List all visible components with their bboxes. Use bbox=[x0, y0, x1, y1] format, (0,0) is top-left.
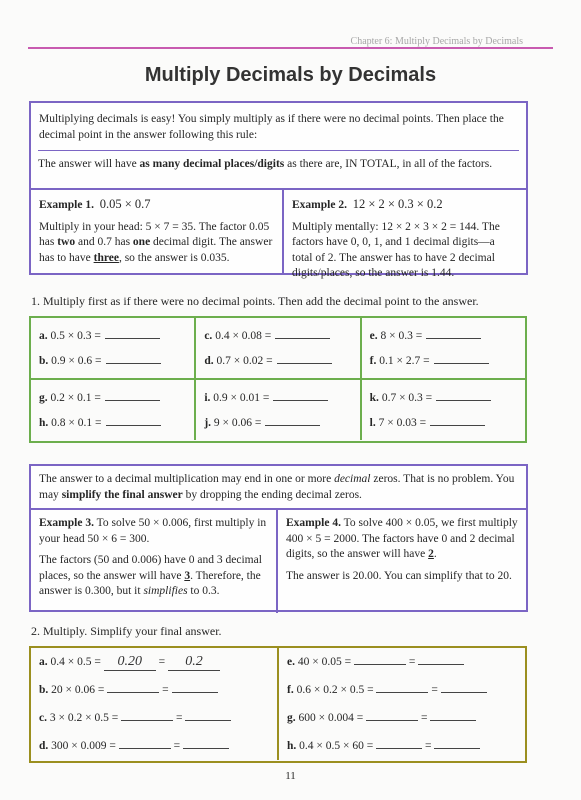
decimal-zeros-box bbox=[29, 464, 528, 612]
answer-blank[interactable] bbox=[434, 349, 489, 364]
problem-1b: b. 0.9 × 0.6 = bbox=[39, 349, 186, 374]
example-4: Example 4. To solve 400 × 0.05, we first multiply 400 × 5 = 2000. The factors have 0 and 2 decimal digits, so the answer will have 2. The answer is 20.00. You can simplify that to 20. bbox=[286, 517, 518, 582]
answer-blank[interactable] bbox=[105, 386, 160, 401]
handwritten-answer[interactable]: 0.20 bbox=[104, 654, 156, 671]
answer-blank[interactable] bbox=[106, 349, 161, 364]
answer-blank[interactable] bbox=[265, 411, 320, 426]
answer-blank[interactable] bbox=[119, 734, 171, 749]
problem-2e: e. 40 × 0.05 = = bbox=[277, 648, 525, 676]
problem-1e: e. 8 × 0.3 = bbox=[370, 324, 517, 349]
example-3: Example 3. To solve 50 × 0.006, first multiply in your head 50 × 6 = 300. The factors (50 and 0.006) have 0 and 3 decimal places, so the answer will have 3. Therefore, the answer is 0.300, but it simplifies to 0.3. bbox=[31, 510, 278, 613]
answer-blank[interactable] bbox=[441, 678, 487, 693]
answer-blank[interactable] bbox=[183, 734, 229, 749]
chapter-header: Chapter 6: Multiply Decimals by Decimals bbox=[350, 36, 523, 47]
problem-2b: b. 20 × 0.06 = = bbox=[31, 676, 277, 704]
answer-blank[interactable] bbox=[105, 324, 160, 339]
problem-1f: f. 0.1 × 2.7 = bbox=[370, 349, 517, 374]
answer-blank[interactable] bbox=[376, 678, 428, 693]
problem-2d: d. 300 × 0.009 = = bbox=[31, 732, 277, 760]
problem-2a: a. 0.4 × 0.5 = 0.20 = 0.2 bbox=[31, 648, 277, 676]
question-1-grid bbox=[29, 316, 527, 443]
rule-intro: Multiplying decimals is easy! You simply multiply as if there were no decimal points. Then place the decimal point in the answer following this rule: bbox=[39, 113, 504, 141]
answer-blank[interactable] bbox=[354, 650, 406, 665]
page-title: Multiply Decimals by Decimals bbox=[144, 64, 437, 86]
problem-1k: k. 0.7 × 0.3 = bbox=[370, 386, 517, 411]
page-number: 11 bbox=[285, 770, 296, 782]
handwritten-answer[interactable]: 0.2 bbox=[168, 654, 220, 671]
answer-blank[interactable] bbox=[106, 411, 161, 426]
problem-2h: h. 0.4 × 0.5 × 60 = = bbox=[277, 732, 525, 760]
answer-blank[interactable] bbox=[121, 706, 173, 721]
decimal-zeros-note: The answer to a decimal multiplication may end in one or more decimal zeros. That is no problem. You may simplify the final answer by dropping the ending decimal zeros. bbox=[31, 466, 526, 510]
answer-blank[interactable] bbox=[277, 349, 332, 364]
problem-1a: a. 0.5 × 0.3 = bbox=[39, 324, 186, 349]
question-1-instruction: 1. Multiply first as if there were no decimal points. Then add the decimal point to the answer. bbox=[31, 294, 479, 308]
rule-statement: The answer will have as many decimal places/digits as there are, IN TOTAL, in all of the factors. bbox=[38, 150, 519, 177]
answer-blank[interactable] bbox=[430, 411, 485, 426]
problem-1l: l. 7 × 0.03 = bbox=[370, 411, 517, 436]
example-2: Example 2. 12 × 2 × 0.3 × 0.2 Multiply mentally: 12 × 2 × 3 × 2 = 144. The factors have 0, 0, 1, and 1 decimal digits—a total of 2. The answer has to have 2 decimal digits/places, so the answer is 1.44. bbox=[292, 197, 500, 280]
examples-1-2 bbox=[31, 188, 526, 280]
answer-blank[interactable] bbox=[185, 706, 231, 721]
answer-blank[interactable] bbox=[430, 706, 476, 721]
header-rule bbox=[28, 47, 553, 49]
problem-2c: c. 3 × 0.2 × 0.5 = = bbox=[31, 704, 277, 732]
answer-blank[interactable] bbox=[436, 386, 491, 401]
problem-1h: h. 0.8 × 0.1 = bbox=[39, 411, 186, 436]
question-2-instruction: 2. Multiply. Simplify your final answer. bbox=[31, 624, 222, 638]
question-2-grid bbox=[29, 646, 527, 763]
problem-1c: c. 0.4 × 0.08 = bbox=[204, 324, 351, 349]
rule-box bbox=[29, 101, 528, 280]
answer-blank[interactable] bbox=[275, 324, 330, 339]
problem-2g: g. 600 × 0.004 = = bbox=[277, 704, 525, 732]
problem-1j: j. 9 × 0.06 = bbox=[204, 411, 351, 436]
answer-blank[interactable] bbox=[434, 734, 480, 749]
answer-blank[interactable] bbox=[273, 386, 328, 401]
answer-blank[interactable] bbox=[366, 706, 418, 721]
answer-blank[interactable] bbox=[172, 678, 218, 693]
problem-1g: g. 0.2 × 0.1 = bbox=[39, 386, 186, 411]
answer-blank[interactable] bbox=[418, 650, 464, 665]
problem-2f: f. 0.6 × 0.2 × 0.5 = = bbox=[277, 676, 525, 704]
example-1: Example 1. 0.05 × 0.7 Multiply in your head: 5 × 7 = 35. The factor 0.05 has two and 0.7 has one decimal digit. The answer has to have three, so the answer is 0.035. bbox=[31, 190, 284, 273]
answer-blank[interactable] bbox=[426, 324, 481, 339]
problem-1d: d. 0.7 × 0.02 = bbox=[204, 349, 351, 374]
problem-1i: i. 0.9 × 0.01 = bbox=[204, 386, 351, 411]
answer-blank[interactable] bbox=[376, 734, 422, 749]
answer-blank[interactable] bbox=[107, 678, 159, 693]
